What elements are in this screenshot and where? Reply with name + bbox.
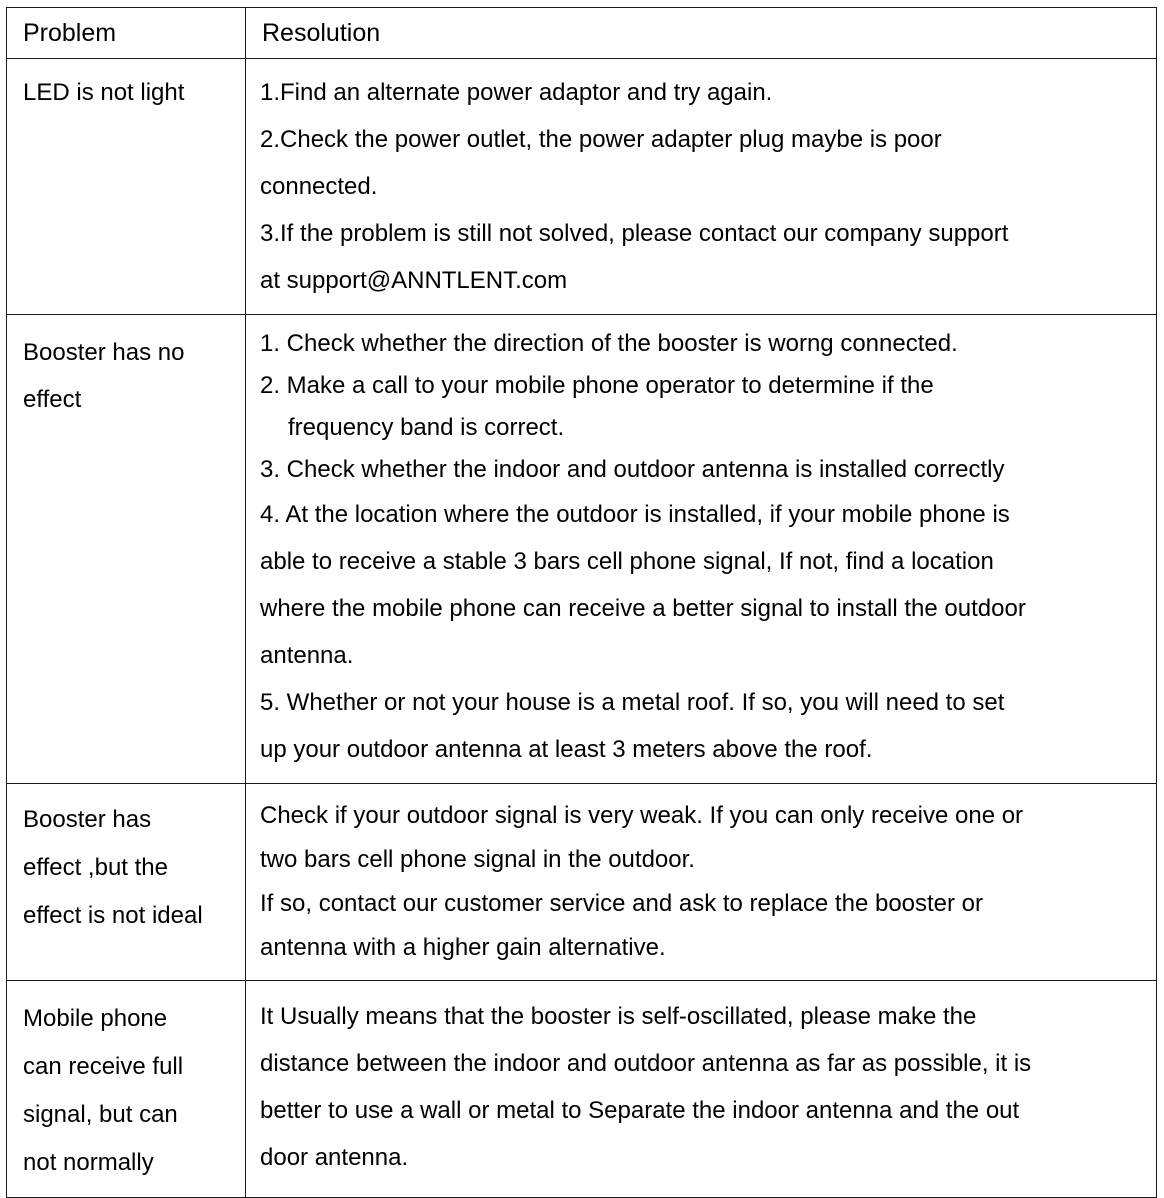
resolution-line: 2. Make a call to your mobile phone operator to determine if the [260, 372, 934, 399]
problem-cell [7, 981, 246, 1198]
resolution-line: two bars cell phone signal in the outdoor. [260, 846, 695, 873]
resolution-line: door antenna. [260, 1144, 409, 1171]
resolution-line: 5. Whether or not your house is a metal roof. If so, you will need to set [260, 689, 1005, 716]
column-header-problem: Problem [23, 19, 117, 47]
problem-line: effect ,but the [23, 854, 168, 881]
resolution-text [246, 315, 1156, 783]
resolution-cell [246, 784, 1157, 981]
table-row [7, 784, 1157, 981]
table-row [7, 981, 1157, 1198]
resolution-cell [246, 315, 1157, 784]
problem-cell [7, 59, 246, 315]
resolution-text [246, 981, 1156, 1191]
table-body [7, 8, 1157, 1198]
problem-line: effect [23, 386, 82, 413]
table-row [7, 315, 1157, 784]
resolution-line: frequency band is correct. [288, 414, 565, 441]
problem-line: not normally [23, 1149, 154, 1176]
resolution-line: 3. Check whether the indoor and outdoor antenna is installed correctly [260, 456, 1005, 483]
resolution-line: up your outdoor antenna at least 3 meters above the roof. [260, 736, 873, 763]
problem-line: effect is not ideal [23, 902, 203, 929]
troubleshooting-table [6, 7, 1157, 1198]
resolution-line: antenna. [260, 642, 354, 669]
table-row [7, 59, 1157, 315]
resolution-text [246, 59, 1156, 314]
header-cell-problem [7, 8, 246, 59]
problem-text [7, 981, 245, 1197]
problem-text [7, 59, 245, 125]
problem-cell [7, 315, 246, 784]
resolution-line: connected. [260, 173, 378, 200]
problem-text [7, 315, 245, 433]
resolution-block-upper [260, 323, 1144, 491]
problem-cell [7, 784, 246, 981]
resolution-line: better to use a wall or metal to Separate the indoor antenna and the out [260, 1097, 1020, 1124]
header-cell-resolution [246, 8, 1157, 59]
resolution-line: where the mobile phone can receive a better signal to install the outdoor [260, 595, 1026, 622]
table-header-row [7, 8, 1157, 59]
resolution-line: 2.Check the power outlet, the power adapter plug maybe is poor [260, 126, 942, 153]
resolution-line: 1. Check whether the direction of the booster is worng connected. [260, 330, 958, 357]
resolution-cell [246, 59, 1157, 315]
resolution-line: Check if your outdoor signal is very weak. If you can only receive one or [260, 802, 1024, 829]
problem-line: signal, but can [23, 1101, 178, 1128]
problem-line: Booster has no [23, 339, 185, 366]
problem-text [7, 784, 245, 950]
problem-line: Booster has [23, 806, 152, 833]
resolution-line: distance between the indoor and outdoor antenna as far as possible, it is [260, 1050, 1032, 1077]
resolution-line: able to receive a stable 3 bars cell phone signal, If not, find a location [260, 548, 994, 575]
resolution-line: at support@ANNTLENT.com [260, 267, 568, 294]
resolution-line: 3.If the problem is still not solved, please contact our company support [260, 220, 1009, 247]
problem-line: Mobile phone [23, 1005, 168, 1032]
resolution-text [246, 784, 1156, 980]
problem-line: LED is not light [23, 79, 185, 106]
resolution-block-lower [260, 491, 1144, 773]
resolution-cell [246, 981, 1157, 1198]
resolution-line: It Usually means that the booster is self-oscillated, please make the [260, 1003, 977, 1030]
column-header-resolution: Resolution [262, 19, 381, 47]
resolution-line: If so, contact our customer service and ask to replace the booster or [260, 890, 984, 917]
resolution-line: 1.Find an alternate power adaptor and try again. [260, 79, 773, 106]
problem-line: can receive full [23, 1053, 184, 1080]
resolution-line: antenna with a higher gain alternative. [260, 934, 666, 961]
resolution-line: 4. At the location where the outdoor is installed, if your mobile phone is [260, 501, 1010, 528]
